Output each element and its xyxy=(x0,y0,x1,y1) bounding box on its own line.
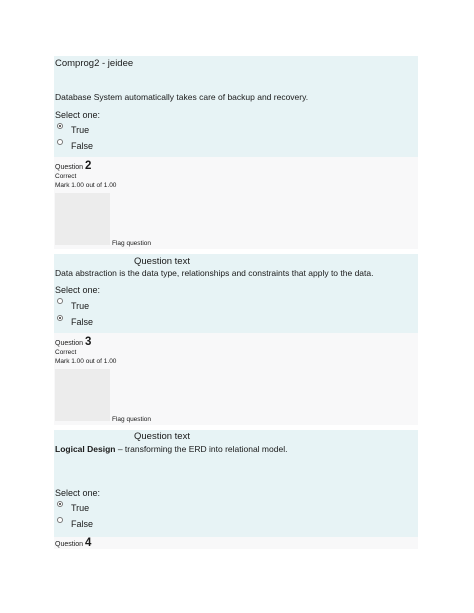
question-2-flag-box xyxy=(55,193,110,245)
question-2-status: Correct xyxy=(55,173,77,180)
question-3-prefix: Question xyxy=(55,340,84,347)
question-3-header: Question text xyxy=(134,431,190,442)
question-3-number-value: 3 xyxy=(84,336,92,348)
question-3-option-true[interactable]: True xyxy=(71,503,90,513)
question-2-header: Question text xyxy=(134,256,190,267)
question-3-status: Correct xyxy=(55,349,77,356)
question-4-info xyxy=(54,537,418,549)
question-2-text: Data abstraction is the data type, relationships and constraints that apply to the data. xyxy=(55,268,374,278)
question-2-option-true[interactable]: True xyxy=(71,301,90,311)
question-2-mark: Mark 1.00 out of 1.00 xyxy=(55,182,117,189)
question-4-number xyxy=(55,537,91,549)
question-1-content xyxy=(54,56,418,157)
question-1-radio-false[interactable] xyxy=(57,139,63,145)
question-1-select-one: Select one: xyxy=(55,110,101,120)
question-3-text-rest: – transforming the ERD into relational model. xyxy=(115,444,288,454)
question-2-radio-true[interactable] xyxy=(57,298,63,304)
question-2-option-false[interactable]: False xyxy=(71,317,94,327)
question-3-flag-box xyxy=(55,369,110,421)
question-1-option-false[interactable]: False xyxy=(71,141,94,151)
question-2-prefix: Question xyxy=(55,164,84,171)
question-2-content xyxy=(54,254,418,333)
question-2-number-value: 2 xyxy=(84,160,92,172)
question-3-text xyxy=(55,444,287,454)
question-1-option-true[interactable]: True xyxy=(71,125,90,135)
course-title: Comprog2 - jeidee xyxy=(55,58,134,69)
question-2-radio-false[interactable] xyxy=(57,315,63,321)
question-3-radio-true[interactable] xyxy=(57,501,63,507)
question-4-prefix: Question xyxy=(55,541,84,548)
question-3-text-bold: Logical Design xyxy=(55,444,116,454)
question-3-select-one: Select one: xyxy=(55,488,101,498)
question-1-radio-true[interactable] xyxy=(57,123,63,129)
question-3-option-false[interactable]: False xyxy=(71,519,94,529)
question-3-flag-link[interactable]: Flag question xyxy=(112,416,152,423)
question-2-select-one: Select one: xyxy=(55,285,101,295)
question-3-number xyxy=(55,336,91,348)
question-4-number-value: 4 xyxy=(84,537,92,549)
question-2-number xyxy=(55,160,91,172)
question-3-radio-false[interactable] xyxy=(57,517,63,523)
question-1-text: Database System automatically takes care of backup and recovery. xyxy=(55,92,309,102)
question-2-flag-link[interactable]: Flag question xyxy=(112,240,152,247)
question-3-mark: Mark 1.00 out of 1.00 xyxy=(55,358,117,365)
